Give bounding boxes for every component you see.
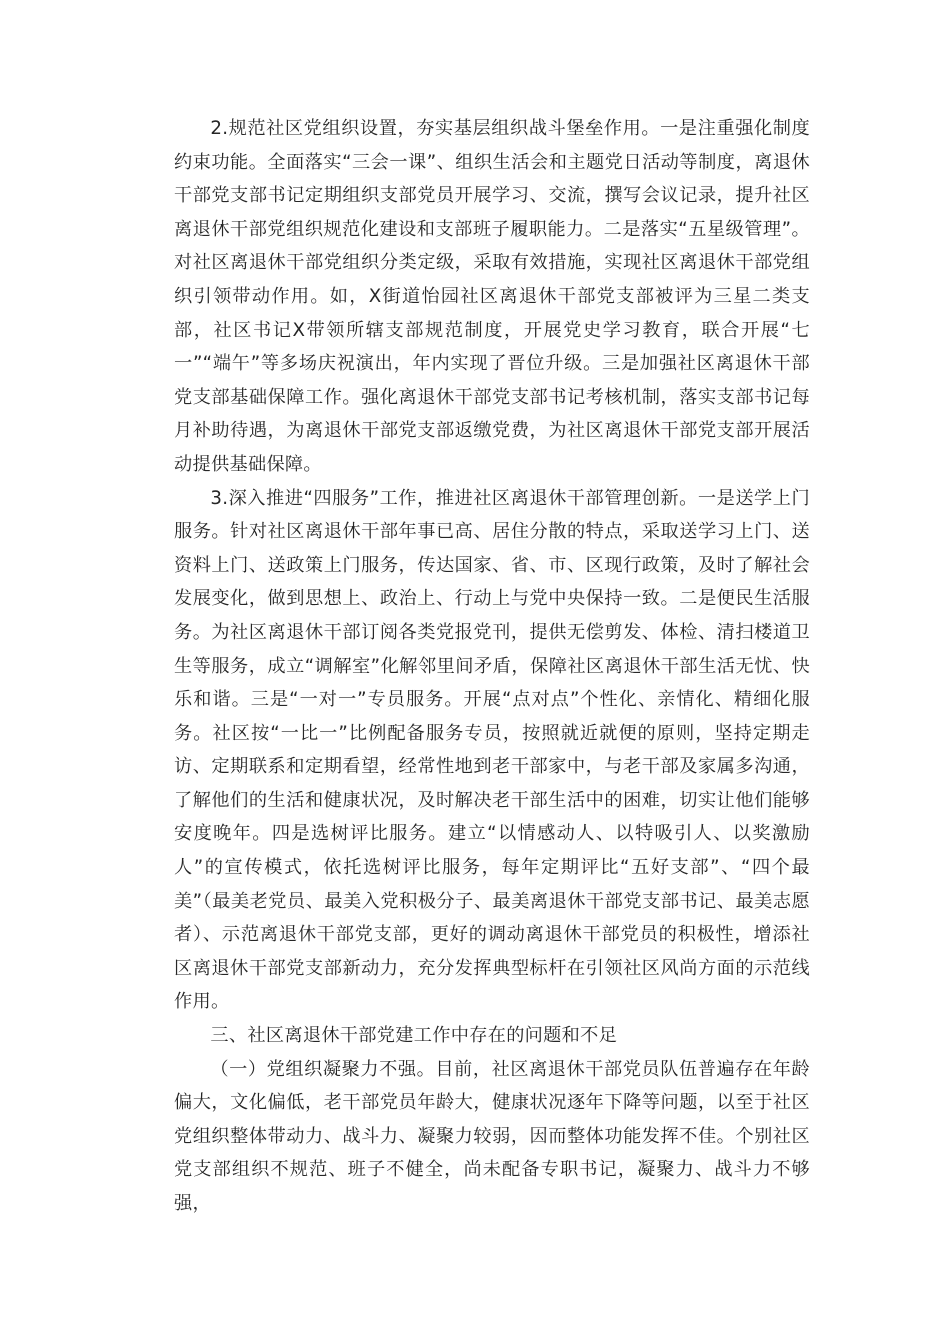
paragraph-weak-cohesion: （一）党组织凝聚力不强。目前，社区离退休干部党员队伍普遍存在年龄偏大，文化偏低，老干部党员年龄大，健康状况逐年下降等问题，以至于社区党组织整体带动力、战斗力、凝聚力较弱，因而整体功能发挥不佳。个别社区党支部组织不规范、班子不健全，尚未配备专职书记，凝聚力、战斗力不够强， xyxy=(174,1058,810,1214)
document-body xyxy=(174,112,810,1221)
section-heading-problems: 三、社区离退休干部党建工作中存在的问题和不足 xyxy=(210,1025,618,1047)
paragraph-four-services: 3.深入推进“四服务”工作，推进社区离退休干部管理创新。一是送学上门服务。针对社区离退休干部年事已高、居住分散的特点，采取送学习上门、送资料上门、送政策上门服务，传达国家、省、市、区现行政策，及时了解社会发展变化，做到思想上、政治上、行动上与党中央保持一致。二是便民生活服务。为社区离退休干部订阅各类党报党刊，提供无偿剪发、体检、清扫楼道卫生等服务，成立“调解室”化解邻里间矛盾，保障社区离退休干部生活无忧、快乐和谐。三是“一对一”专员服务。开展“点对点”个性化、亲情化、精细化服务。社区按“一比一”比例配备服务专员，按照就近就便的原则，坚持定期走访、定期联系和定期看望，经常性地到老干部家中，与老干部及家属多沟通，了解他们的生活和健康状况，及时解决老干部生活中的困难，切实让他们能够安度晚年。四是选树评比服务。建立“以情感动人、以特吸引人、以奖激励人”的宣传模式，依托选树评比服务，每年定期评比“五好支部”、“四个最美”（最美老党员、最美入党积极分子、最美离退休干部党支部书记、最美志愿者）、示范离退休干部党支部，更好的调动离退休干部党员的积极性，增添社区离退休干部党支部新动力，充分发挥典型标杆在引领社区风尚方面的示范线作用。 xyxy=(174,487,810,1013)
paragraph-standardize-party-organization: 2.规范社区党组织设置，夯实基层组织战斗堡垒作用。一是注重强化制度约束功能。全面落实“三会一课”、组织生活会和主题党日活动等制度，离退休干部党支部书记定期组织支部党员开展学习、交流，撰写会议记录，提升社区离退休干部党组织规范化建设和支部班子履职能力。二是落实“五星级管理”。对社区离退休干部党组织分类定级，采取有效措施，实现社区离退休干部党组织引领带动作用。如，X街道怡园社区离退休干部党支部被评为三星二类支部，社区书记X带领所辖支部规范制度，开展党史学习教育，联合开展“七一”“端午”等多场庆祝演出，年内实现了晋位升级。三是加强社区离退休干部党支部基础保障工作。强化离退休干部党支部书记考核机制，落实支部书记每月补助待遇，为离退休干部党支部返缴党费，为社区离退休干部党支部开展活动提供基础保障。 xyxy=(174,118,810,475)
